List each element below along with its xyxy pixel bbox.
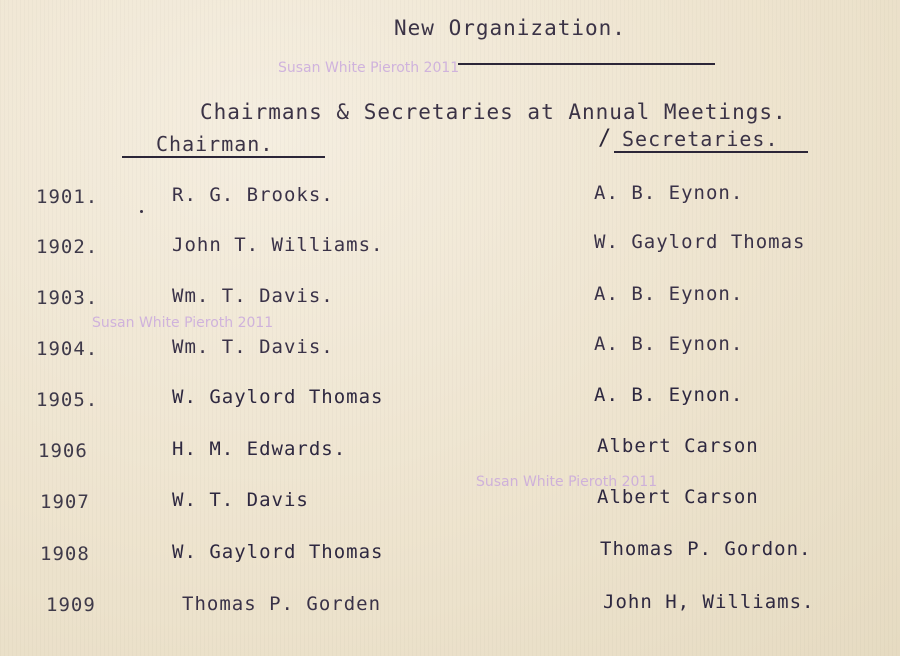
watermark: Susan White Pieroth 2011 <box>92 315 274 331</box>
year-cell: 1907 <box>40 491 90 513</box>
year-cell: 1905. <box>36 389 99 411</box>
chairman-cell: John T. Williams. <box>172 234 384 256</box>
secretary-cell: A. B. Eynon. <box>594 333 744 355</box>
year-cell: 1901. <box>36 186 99 208</box>
chairman-cell: R. G. Brooks. <box>172 184 334 206</box>
secretary-cell: W. Gaylord Thomas <box>594 231 806 253</box>
secretary-cell: Albert Carson <box>597 435 759 457</box>
year-cell: 1903. <box>36 287 99 309</box>
year-cell: 1909 <box>46 594 96 616</box>
chairman-cell: Wm. T. Davis. <box>172 285 334 307</box>
title-rule <box>458 63 715 65</box>
chairman-cell: Thomas P. Gorden <box>182 593 382 615</box>
watermark: Susan White Pieroth 2011 <box>278 60 460 76</box>
watermark: Susan White Pieroth 2011 <box>476 474 658 490</box>
secretary-cell: Albert Carson <box>597 486 759 508</box>
chairman-cell: W. Gaylord Thomas <box>172 386 384 408</box>
year-cell: 1908 <box>40 543 90 565</box>
chairman-cell: W. T. Davis <box>172 489 309 511</box>
page-subtitle: Chairmans & Secretaries at Annual Meetings. <box>200 100 787 124</box>
slash-mark: / <box>598 126 612 151</box>
year-cell: 1906 <box>38 440 88 462</box>
chairman-cell: H. M. Edwards. <box>172 438 347 460</box>
ink-speck <box>140 210 143 213</box>
chairman-heading-underline <box>122 156 325 158</box>
secretary-cell: John H, Williams. <box>603 591 815 613</box>
secretary-cell: A. B. Eynon. <box>594 283 744 305</box>
secretary-cell: Thomas P. Gordon. <box>600 538 812 560</box>
year-cell: 1904. <box>36 338 99 360</box>
secretaries-column-heading: Secretaries. <box>622 127 779 151</box>
secretaries-heading-underline <box>614 151 808 153</box>
page-title: New Organization. <box>394 16 626 40</box>
secretary-cell: A. B. Eynon. <box>594 182 744 204</box>
secretary-cell: A. B. Eynon. <box>594 384 744 406</box>
chairman-cell: Wm. T. Davis. <box>172 336 334 358</box>
year-cell: 1902. <box>36 236 99 258</box>
chairman-column-heading: Chairman. <box>156 132 274 156</box>
chairman-cell: W. Gaylord Thomas <box>172 541 384 563</box>
